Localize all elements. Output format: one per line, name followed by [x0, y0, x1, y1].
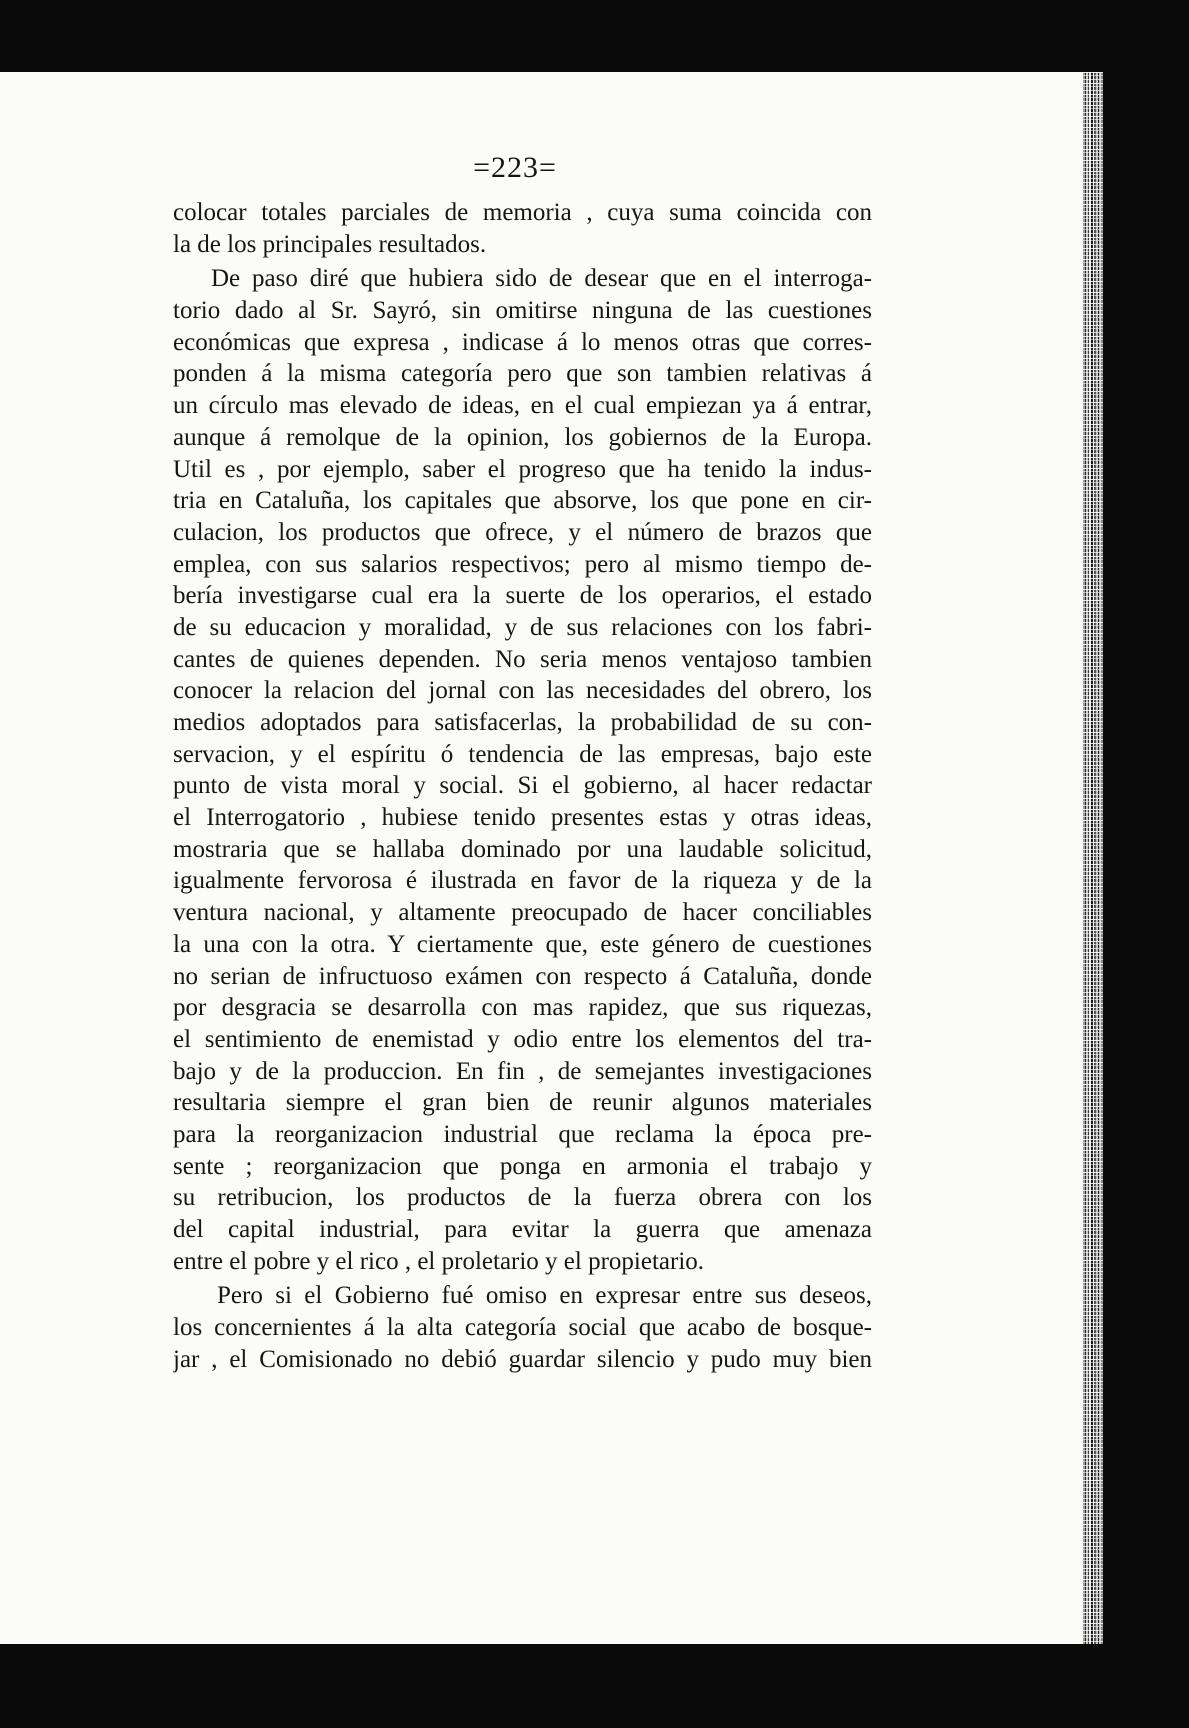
text-line: del capital industrial, para evitar la guerra que amenaza [173, 1216, 872, 1243]
text-line: no serian de infructuoso exámen con respecto á Cataluña, donde [173, 962, 872, 990]
text-line: tria en Cataluña, los capitales que absorve, los que pone en cir- [173, 487, 872, 515]
text-line: la una con la otra. Y ciertamente que, este género de cuestiones [173, 930, 872, 958]
text-line: emplea, con sus salarios respectivos; pero al mismo tiempo de- [173, 550, 872, 578]
text-line: el Interrogatorio , hubiese tenido presentes estas y otras ideas, [173, 804, 872, 832]
text-line: resultaria siempre el gran bien de reunir algunos materiales [173, 1089, 872, 1117]
text-line: la de los principales resultados. [173, 230, 487, 258]
scan-border-top [0, 0, 1189, 72]
text-line: su retribucion, los productos de la fuerza obrera con los [173, 1184, 872, 1212]
text-line: jar , el Comisionado no debió guardar silencio y pudo muy bien [173, 1345, 872, 1373]
text-line: un círculo mas elevado de ideas, en el cual empiezan ya á entrar, [173, 392, 872, 420]
text-line: mostraria que se hallaba dominado por una laudable solicitud, [173, 835, 872, 863]
text-line: igualmente fervorosa é ilustrada en favor de la riqueza y de la [173, 867, 872, 895]
text-line: cantes de quienes dependen. No seria menos ventajoso tambien [173, 645, 872, 673]
body-text [173, 197, 872, 1375]
text-line: De paso diré que hubiera sido de desear que en el interroga- [211, 265, 872, 293]
text-line: bería investigarse cual era la suerte de los operarios, el estado [173, 582, 872, 610]
text-line: ventura nacional, y altamente preocupado de hacer conciliables [173, 899, 872, 927]
text-line: el sentimiento de enemistad y odio entre los elementos del tra- [173, 1025, 872, 1053]
text-line: aunque á remolque de la opinion, los gobiernos de la Europa. [173, 423, 872, 451]
text-line: entre el pobre y el rico , el proletario y el propietario. [173, 1247, 705, 1275]
text-line: los concernientes á la alta categoría social que acabo de bosque- [173, 1314, 872, 1342]
text-line: para la reorganizacion industrial que reclama la época pre- [173, 1120, 872, 1148]
scanned-page-edge-highlight [1099, 72, 1101, 1644]
text-line: de su educacion y moralidad, y de sus relaciones con los fabri- [173, 613, 872, 641]
text-line: ponden á la misma categoría pero que son tambien relativas á [173, 360, 872, 388]
text-line: punto de vista moral y social. Si el gobierno, al hacer redactar [173, 772, 872, 800]
text-line: sente ; reorganizacion que ponga en armonia el trabajo y [173, 1152, 872, 1180]
paragraph [173, 197, 872, 260]
text-line: bajo y de la produccion. En fin , de semejantes investigaciones [173, 1057, 872, 1085]
paragraph [173, 1280, 872, 1375]
book-page [0, 72, 1083, 1644]
text-line: servacion, y el espíritu ó tendencia de las empresas, bajo este [173, 740, 872, 768]
paragraph [173, 263, 872, 1277]
text-line: Util es , por ejemplo, saber el progreso que ha tenido la indus- [173, 455, 872, 483]
text-line: colocar totales parciales de memoria , cuya suma coincida con [173, 199, 872, 226]
text-line: económicas que expresa , indicase á lo menos otras que corres- [173, 328, 872, 356]
text-line: Pero si el Gobierno fué omiso en expresar entre sus deseos, [217, 1282, 872, 1310]
text-line: medios adoptados para satisfacerlas, la probabilidad de su con- [173, 709, 872, 736]
text-line: por desgracia se desarrolla con mas rapidez, que sus riquezas, [173, 994, 872, 1022]
text-line: culacion, los productos que ofrece, y el número de brazos que [173, 518, 872, 546]
page-number: =223= [473, 151, 557, 184]
text-line: conocer la relacion del jornal con las necesidades del obrero, los [173, 677, 872, 705]
scan-border-bottom [0, 1644, 1189, 1728]
text-line: torio dado al Sr. Sayró, sin omitirse ninguna de las cuestiones [173, 297, 872, 325]
